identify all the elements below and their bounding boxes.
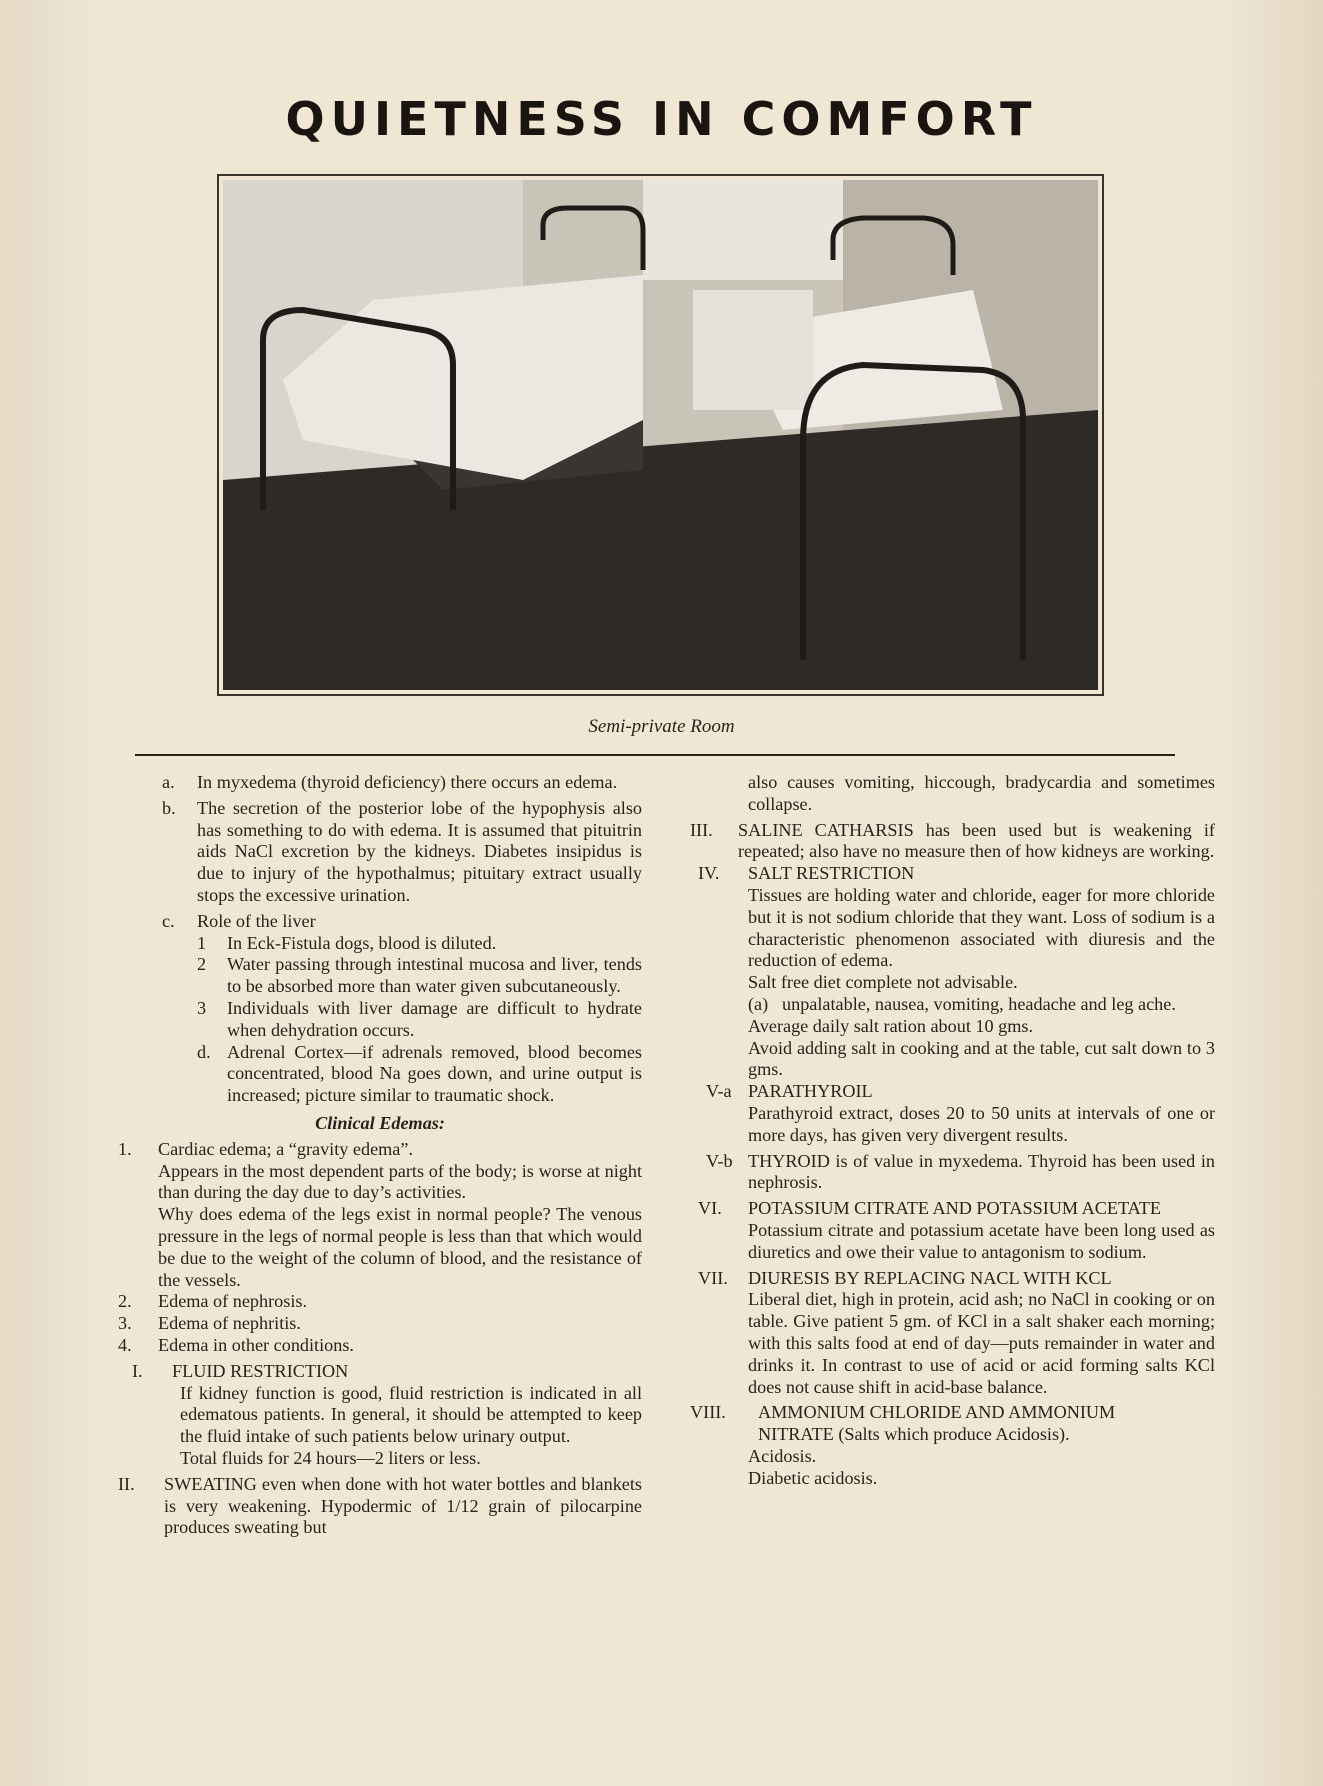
item-paragraph: Why does edema of the legs exist in normal people? The venous pressure in the legs of normal people is less than that which would be due to the weight of the column of blood, and the resistance of the vessels.	[158, 1204, 642, 1290]
item-marker: 3	[197, 997, 207, 1018]
section-text	[748, 863, 1215, 1081]
item-marker: 3.	[118, 1313, 132, 1334]
item-marker: 2	[197, 954, 207, 975]
photo-frame	[217, 174, 1104, 696]
item-marker: c.	[162, 910, 175, 931]
item-text: Edema in other conditions.	[158, 1334, 354, 1355]
section-marker: II.	[118, 1473, 135, 1494]
section-paragraph: Total fluids for 24 hours—2 liters or less.	[180, 1447, 481, 1468]
room-photo	[223, 180, 1098, 690]
section-marker: V-b	[706, 1150, 733, 1171]
section-title: FLUID RESTRICTION	[172, 1360, 349, 1381]
section-paragraph: Parathyroid extract, doses 20 to 50 units at intervals of one or more days, has given very divergent results.	[748, 1102, 1215, 1145]
sub-item-text: unpalatable, nausea, vomiting, headache and leg ache.	[782, 993, 1176, 1014]
item-text: Adrenal Cortex—if adrenals removed, blood becomes concentrated, blood Na goes down, and urine output is increased; picture similar to traumatic shock.	[227, 1041, 642, 1106]
item-text	[158, 1139, 642, 1292]
item-marker: 2.	[118, 1291, 132, 1312]
item-marker: 1.	[118, 1138, 132, 1159]
section-i	[118, 1361, 642, 1470]
item-marker: d.	[197, 1041, 211, 1062]
item-title: Cardiac edema; a “gravity edema”.	[158, 1138, 413, 1159]
section-marker: V-a	[706, 1081, 732, 1102]
list-item-3	[118, 1313, 642, 1335]
sub-item-a	[748, 994, 1215, 1016]
sub-item-marker: (a)	[748, 993, 769, 1014]
item-paragraph: Appears in the most dependent parts of the body; is worse at night than during the day due to day’s activities.	[158, 1160, 642, 1203]
item-marker: 4.	[118, 1334, 132, 1355]
section-paragraph: Liberal diet, high in protein, acid ash; no NaCl in cooking or on table. Give patient 5 gm. of KCl in a salt shaker each morning; with this salts food at end of day—puts remainder in water and drinks it. In contrast to use of acid or acid forming salts KCl does not cause shift in acid-base balance.	[748, 1289, 1215, 1397]
left-column	[118, 772, 642, 1539]
section-marker: IV.	[698, 863, 720, 884]
section-marker: I.	[132, 1360, 143, 1381]
section-paragraph: Tissues are holding water and chloride, eager for more chloride but it is not sodium chloride that they want. Loss of sodium is a characteristic phenomenon associated with diuresis and the reduction of edema.	[748, 884, 1215, 971]
list-line: Diabetic acidosis.	[748, 1467, 878, 1488]
item-marker: b.	[162, 797, 176, 818]
section-viii	[690, 1402, 1215, 1446]
section-iv	[690, 863, 1215, 1081]
section-paragraph: Potassium citrate and potassium acetate have been long used as diuretics and owe their value to antagonism to sodium.	[748, 1219, 1215, 1262]
section-text	[758, 1402, 1215, 1446]
section-v-a	[690, 1081, 1215, 1146]
item-text: In myxedema (thyroid deficiency) there occurs an edema.	[197, 772, 618, 792]
continued-text: also causes vomiting, hiccough, bradycardia and sometimes collapse.	[748, 772, 1215, 814]
section-paragraph: Salt free diet complete not advisable.	[748, 972, 1018, 993]
photo-caption: Semi-private Room	[588, 716, 735, 737]
list-item-c2	[118, 954, 642, 998]
section-vii	[690, 1268, 1215, 1399]
list-item-c3	[118, 998, 642, 1042]
item-text: The secretion of the posterior lobe of the hypophysis also has something to do with edema. It is assumed that pituitrin aids NaCl excretion by the kidneys. Diabetes insipidus is due to injury of the hypothalmus; pituitary extract usually stops the excessive urination.	[197, 797, 642, 905]
section-marker: VIII.	[690, 1402, 726, 1423]
section-text: THYROID is of value in myxedema. Thyroid has been used in nephrosis.	[748, 1150, 1215, 1193]
list-item-b	[118, 798, 642, 907]
list-item-1	[118, 1139, 642, 1292]
list-item-4	[118, 1335, 642, 1357]
section-vi	[690, 1198, 1215, 1263]
list-item-c	[118, 911, 642, 933]
list-item-d	[118, 1042, 642, 1107]
list-item-a	[118, 772, 642, 794]
section-v-b	[690, 1151, 1215, 1195]
section-paragraph: Avoid adding salt in cooking and at the table, cut salt down to 3 gms.	[748, 1037, 1215, 1080]
item-text: Individuals with liver damage are difficult to hydrate when dehydration occurs.	[227, 997, 642, 1040]
item-marker: 1	[197, 932, 207, 953]
item-text: Edema of nephrosis.	[158, 1291, 307, 1312]
list-item-2	[118, 1291, 642, 1313]
section-text	[748, 1081, 1215, 1146]
list-item-c1	[118, 933, 642, 955]
section-text	[172, 1361, 642, 1470]
item-text: Water passing through intestinal mucosa and liver, tends to be absorbed more than water given subcutaneously.	[227, 954, 642, 997]
section-iii	[690, 820, 1215, 864]
list-line: Acidosis.	[748, 1445, 817, 1466]
section-title: PARATHYROIL	[748, 1081, 873, 1102]
section-title: AMMONIUM CHLORIDE AND AMMONIUM NITRATE (Salts which produce Acidosis).	[758, 1402, 1116, 1445]
section-heading: Clinical Edemas:	[315, 1112, 445, 1133]
section-marker: III.	[690, 819, 713, 840]
section-title: POTASSIUM CITRATE AND POTASSIUM ACETATE	[748, 1198, 1161, 1219]
beds-illustration	[223, 180, 1098, 690]
section-text: SWEATING even when done with hot water bottles and blankets is very weakening. Hypodermic of 1/12 grain of pilocarpine produces sweating but	[164, 1473, 642, 1538]
item-text: Role of the liver	[197, 910, 316, 931]
section-text	[748, 1268, 1215, 1399]
section-title: DIURESIS BY REPLACING NACL WITH KCL	[748, 1267, 1112, 1288]
section-text: SALINE CATHARSIS has been used but is weakening if repeated; also have no measure then of how kidneys are working.	[738, 819, 1215, 862]
right-column	[690, 772, 1215, 1490]
section-paragraph: If kidney function is good, fluid restriction is indicated in all edematous patients. In general, it should be attempted to keep the fluid intake of such patients below urinary output.	[180, 1382, 642, 1447]
section-viii-list	[690, 1446, 1215, 1490]
divider-rule	[135, 754, 1175, 756]
section-title: SALT RESTRICTION	[748, 863, 915, 884]
section-marker: VII.	[698, 1267, 728, 1288]
item-marker: a.	[162, 772, 175, 792]
page-title: QUIETNESS IN COMFORT	[285, 92, 1038, 146]
section-paragraph: Average daily salt ration about 10 gms.	[748, 1015, 1034, 1036]
section-ii	[118, 1474, 642, 1539]
section-text	[748, 1198, 1215, 1263]
section-marker: VI.	[698, 1198, 722, 1219]
item-text: In Eck-Fistula dogs, blood is diluted.	[227, 932, 497, 953]
item-text: Edema of nephritis.	[158, 1313, 301, 1334]
